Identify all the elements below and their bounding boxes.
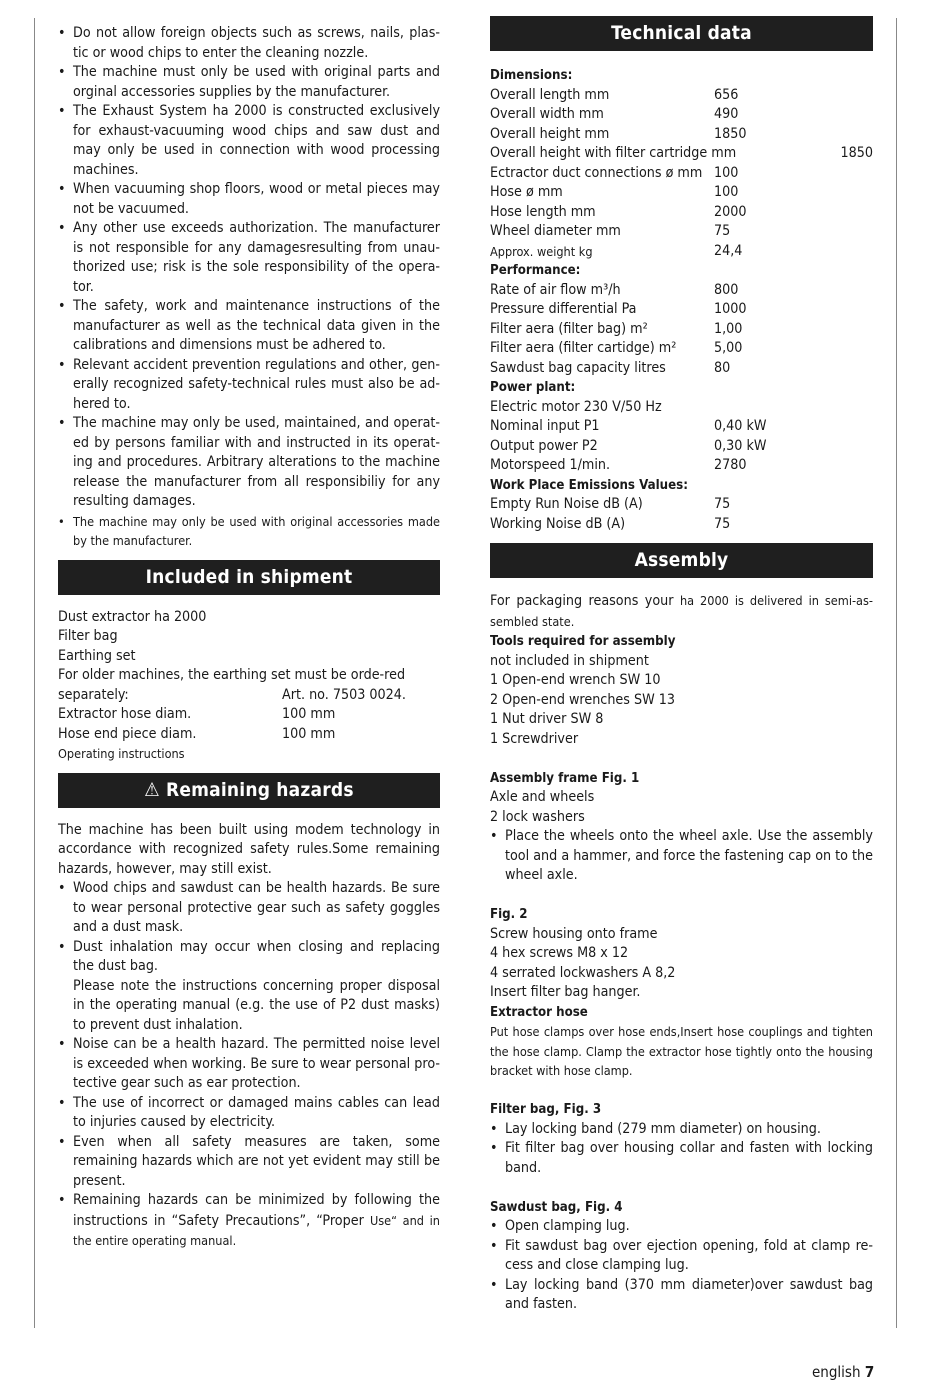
table-row <box>490 281 873 301</box>
row-label: Overall length mm <box>490 86 610 103</box>
row-label: Overall height mm <box>490 125 610 142</box>
section-header-assembly: Assembly <box>490 543 873 578</box>
item-text-small: Use“ and in the entire operating manual. <box>73 1212 440 1248</box>
row-value: 80 <box>714 359 731 376</box>
row-label: Filter aera (filter cartidge) m² <box>490 340 677 356</box>
left-margin-rule <box>34 18 35 1328</box>
paragraph: Put hose clamps over hose ends,Insert hose couplings and tighten the hose clamp. Clamp the extractor hose tightly onto the housing bracket with hose clamp. <box>490 1024 873 1078</box>
row-value: 1,00 <box>714 320 743 337</box>
row-value: 800 <box>714 281 739 298</box>
right-column <box>490 16 873 1315</box>
list-item: • The machine must only be used with original parts and orginal accessories supplies by the manufacturer. <box>58 63 440 102</box>
item-label: Hose end piece diam. <box>58 725 197 742</box>
row-value: 100 <box>714 164 739 181</box>
list-item: 4 serrated lockwashers A 8,2 <box>490 964 676 981</box>
row-label: Rate of air flow m³/h <box>490 281 621 298</box>
row-label: Sawdust bag capacity litres <box>490 359 666 376</box>
item-text: Remaining hazards can be minimized by following the instructions in “Safety Precautions”, “Proper <box>73 1192 440 1229</box>
row-label: Hose length mm <box>490 203 596 220</box>
item-value: 100 mm <box>282 706 336 722</box>
subheading: Performance: <box>490 263 581 278</box>
list-item: • Noise can be a health hazard. The permitted noise level is exceeded when working. Be sure to wear personal pro-tective gear such as ear protection. <box>58 1035 440 1094</box>
row-value: 2000 <box>714 203 747 220</box>
list-item <box>58 686 440 706</box>
row-label: Nominal input P1 <box>490 418 600 434</box>
subheading: Power plant: <box>490 380 576 395</box>
list-item: 2 lock washers <box>490 808 585 825</box>
list-item: Earthing set <box>58 647 136 664</box>
list-item: Screw housing onto frame <box>490 925 658 942</box>
table-row <box>490 86 873 106</box>
table-row <box>490 125 873 145</box>
table-row <box>490 105 873 125</box>
item-text: • Dust inhalation may occur when closing and replacing the dust bag. <box>73 938 440 974</box>
subheading: Fig. 2 <box>490 907 528 922</box>
table-row <box>490 203 873 223</box>
table-row <box>490 164 873 184</box>
list-item: • Lay locking band (279 mm diameter) on housing. <box>490 1120 873 1140</box>
item-note: Please note the instructions concerning proper disposal in the operating manual (e.g. the use of P2 dust masks) to prevent dust inhalation. <box>73 977 440 1033</box>
table-row <box>490 456 873 476</box>
row-value: 1000 <box>714 301 747 317</box>
section-header-shipment: Included in shipment <box>58 560 440 595</box>
table-row <box>490 359 873 379</box>
table-row <box>490 339 873 359</box>
list-item: • Do not allow foreign objects such as screws, nails, plas-tic or wood chips to enter the cleaning nozzle. <box>58 24 440 63</box>
list-item <box>58 705 440 725</box>
row-value: 5,00 <box>714 340 743 356</box>
subheading: Assembly frame Fig. 1 <box>490 770 640 786</box>
list-item: 1 Open-end wrench SW 10 <box>490 672 661 688</box>
list-item: For older machines, the earthing set must be orde-red <box>58 667 406 683</box>
list-item <box>58 725 440 745</box>
list-item: Filter bag <box>58 628 118 644</box>
table-row <box>490 183 873 203</box>
table-row <box>490 437 873 457</box>
table-row <box>490 300 873 320</box>
usage-rules-list <box>58 24 440 551</box>
list-item: Axle and wheels <box>490 789 595 805</box>
item-value: Art. no. 7503 0024. <box>282 686 406 703</box>
list-item: • Even when all safety measures are taken, some remaining hazards which are not yet evident may still be present. <box>58 1133 440 1192</box>
subheading: Sawdust bag, Fig. 4 <box>490 1199 623 1215</box>
list-item: • The Exhaust System ha 2000 is constructed exclusively for exhaust-vacuuming wood chips and saw dust and may only be used in connection with wood processing machines. <box>58 102 440 180</box>
row-label: Overall width mm <box>490 106 604 122</box>
row-label: Pressure differential Pa <box>490 301 637 317</box>
page-number: 7 <box>864 1363 875 1381</box>
row-value: 75 <box>714 223 731 239</box>
item-label: separately: <box>58 686 129 703</box>
subheading: Dimensions: <box>490 68 573 83</box>
list-item: • Relevant accident prevention regulations and other, gen-erally recognized safety-technical rules must also be ad-hered to. <box>58 356 440 415</box>
subheading: Tools required for assembly <box>490 634 676 649</box>
section-header-technical-data: Technical data <box>490 16 873 51</box>
item-label: Extractor hose diam. <box>58 706 192 722</box>
left-column <box>58 24 440 1252</box>
list-item <box>58 938 440 1036</box>
list-item: 1 Screwdriver <box>490 730 579 747</box>
list-item: • Fit sawdust bag over ejection opening, fold at clamp re-cess and close clamping lug. <box>490 1237 873 1276</box>
list-item: • Fit filter bag over housing collar and fasten with locking band. <box>490 1139 873 1178</box>
list-item: • The use of incorrect or damaged mains cables can lead to injuries caused by electricity. <box>58 1094 440 1133</box>
list-item: • When vacuuming shop floors, wood or metal pieces may not be vacuumed. <box>58 180 440 219</box>
page-footer <box>812 1363 874 1381</box>
row-value: 0,30 kW <box>714 437 767 454</box>
intro-text-small: ha 2000 is delivered in semi-as-sembled state. <box>490 593 873 629</box>
right-margin-rule <box>896 18 897 1328</box>
row-label: Approx. weight kg <box>490 243 593 259</box>
row-label: Wheel diameter mm <box>490 223 621 239</box>
list-item: Operating instructions <box>58 746 185 761</box>
row-label: Hose ø mm <box>490 184 563 200</box>
list-item: 4 hex screws M8 x 12 <box>490 945 629 961</box>
list-item: • Wood chips and sawdust can be health hazards. Be sure to wear personal protective gear such as safety goggles and a dust mask. <box>58 879 440 938</box>
row-label: Filter aera (filter bag) m² <box>490 320 648 337</box>
footer-language: english <box>812 1363 861 1381</box>
row-label: Motorspeed 1/min. <box>490 457 611 473</box>
list-item: • Open clamping lug. <box>490 1217 873 1237</box>
warning-icon: ⚠ <box>144 778 160 801</box>
row-value: 100 <box>714 184 739 200</box>
table-row <box>490 320 873 340</box>
table-row: Electric motor 230 V/50 Hz <box>490 398 662 415</box>
list-item: • The machine may only be used with original accessories made by the manufacturer. <box>58 512 440 551</box>
list-item: not included in shipment <box>490 652 649 669</box>
row-value: 1850 <box>714 125 747 142</box>
row-value: 2780 <box>714 457 747 473</box>
row-value: 656 <box>714 86 739 103</box>
table-row <box>490 222 873 242</box>
list-item: • The safety, work and maintenance instructions of the manufacturer as well as the technical data given in the calibrations and dimensions must be adhered to. <box>58 297 440 356</box>
hazards-section <box>58 821 440 1252</box>
list-item: 2 Open-end wrenches SW 13 <box>490 691 675 708</box>
item-value: 100 mm <box>282 725 336 742</box>
row-label: Overall height with filter cartridge mm <box>490 145 737 161</box>
row-label: Ectractor duct connections ø mm <box>490 164 703 181</box>
list-item <box>58 1191 440 1252</box>
table-row <box>490 144 873 164</box>
list-item: Dust extractor ha 2000 <box>58 608 207 625</box>
table-row <box>490 242 873 262</box>
table-row <box>490 417 873 437</box>
hazards-intro: The machine has been built using modem technology in accordance with recognized safety rules.Some remaining hazards, however, may still exist. <box>58 821 440 877</box>
list-item: • The machine may only be used, maintained, and operat-ed by persons familiar with and instructed in its operat-ing and procedures. Arbitrary alterations to the machine release the manufacturer from all responsibiliy for any resulting damages. <box>58 414 440 512</box>
subheading: Extractor hose <box>490 1004 588 1020</box>
row-label: Empty Run Noise dB (A) <box>490 496 643 512</box>
subheading: Work Place Emissions Values: <box>490 477 688 493</box>
assembly-intro <box>490 591 873 632</box>
technical-data-table <box>490 66 873 534</box>
list-item: 1 Nut driver SW 8 <box>490 711 604 727</box>
shipment-list <box>58 608 440 764</box>
section-header-hazards <box>58 773 440 808</box>
row-label: Output power P2 <box>490 437 598 454</box>
row-value: 1850 <box>840 145 873 161</box>
table-row <box>490 515 873 535</box>
list-item: • Lay locking band (370 mm diameter)over sawdust bag and fasten. <box>490 1276 873 1315</box>
list-item: Insert filter bag hanger. <box>490 984 641 1000</box>
section-title: Remaining hazards <box>165 778 354 801</box>
row-value: 24,4 <box>714 242 743 259</box>
table-row <box>490 495 873 515</box>
row-label: Working Noise dB (A) <box>490 515 626 532</box>
list-item: • Place the wheels onto the wheel axle. Use the assembly tool and a hammer, and force the fastening cap on to the wheel axle. <box>490 827 873 886</box>
row-value: 0,40 kW <box>714 418 767 434</box>
row-value: 75 <box>714 496 731 512</box>
row-value: 75 <box>714 515 731 532</box>
list-item: • Any other use exceeds authorization. The manufacturer is not responsible for any damagesresulting from unau-thorized use; risk is the sole responsibility of the opera-tor. <box>58 219 440 297</box>
subheading: Filter bag, Fig. 3 <box>490 1102 602 1117</box>
row-value: 490 <box>714 106 739 122</box>
intro-text: For packaging reasons your <box>490 593 680 609</box>
assembly-section <box>490 591 873 1315</box>
